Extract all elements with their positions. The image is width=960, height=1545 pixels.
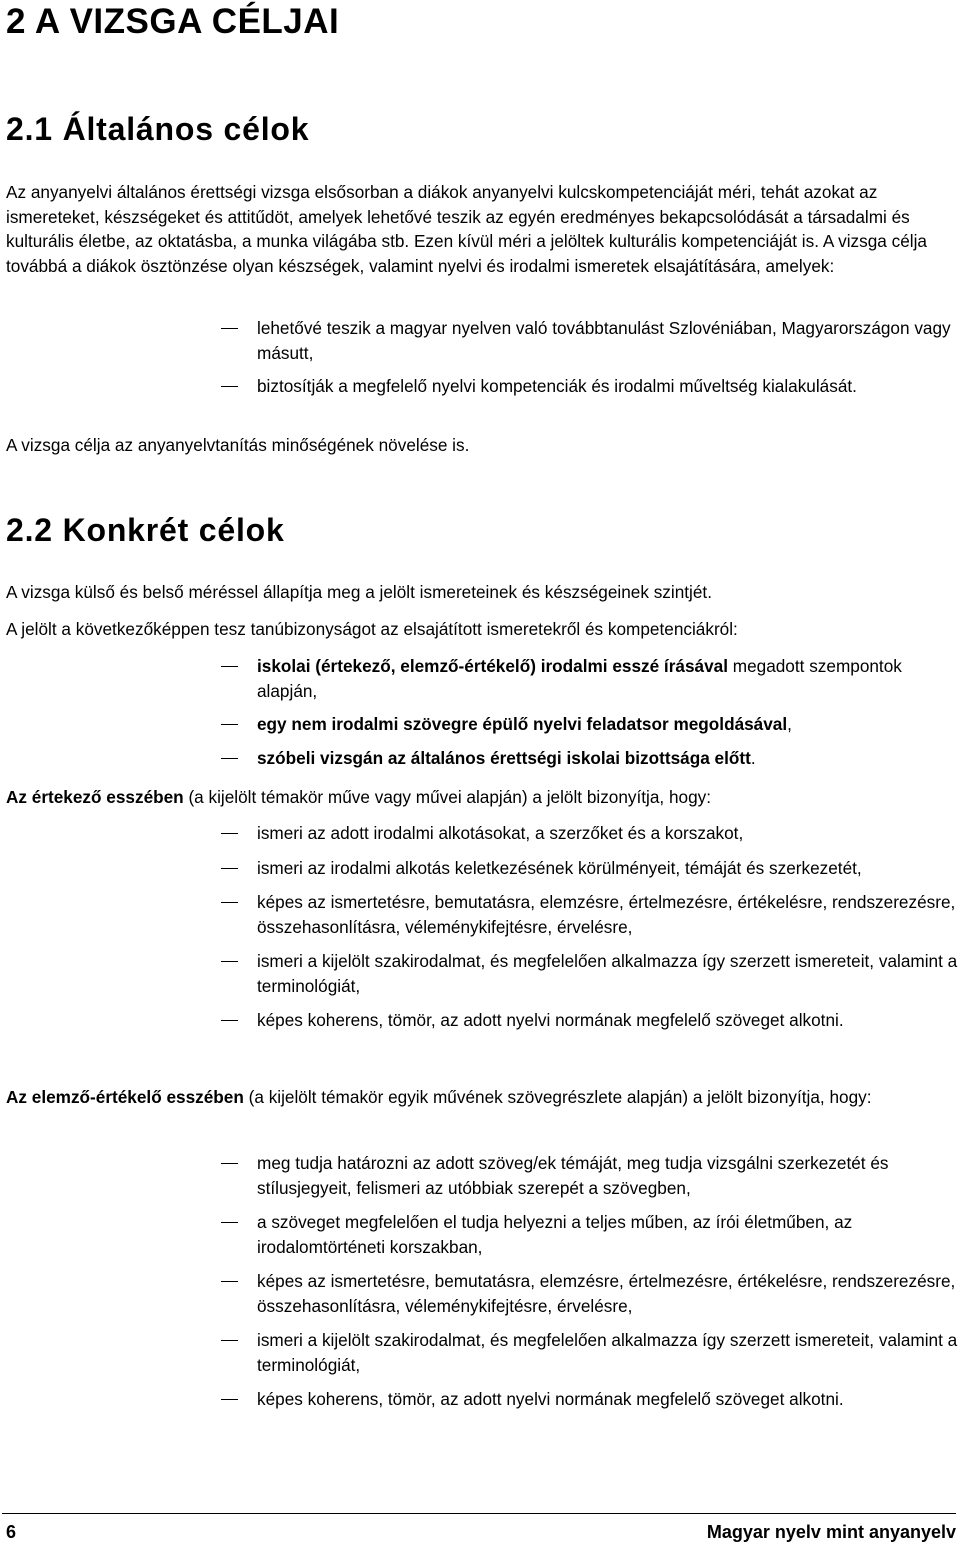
list-item: képes az ismertetésre, bemutatásra, elemzésre, értelmezésre, értékelésre, rendszerezésre, összehasonlításra, véleménykifejtésre, érvelésre,	[0, 890, 958, 939]
dash-bullet	[221, 1163, 238, 1164]
list-item: képes koherens, tömör, az adott nyelvi normának megfelelő szöveget alkotni.	[0, 1008, 958, 1033]
list-item: képes az ismertetésre, bemutatásra, elemzésre, értelmezésre, értékelésre, rendszerezésre, összehasonlításra, véleménykifejtésre, érvelésre,	[0, 1269, 958, 1318]
essay2-intro: Az elemző-értékelő esszében (a kijelölt témakör egyik művének szövegrészlete alapján) a jelölt bizonyítja, hogy:	[6, 1087, 872, 1107]
list-item: meg tudja határozni az adott szöveg/ek témáját, meg tudja vizsgálni szerkezetét és stílusjegyeit, felismeri az utóbbiak szerepét a szövegben,	[0, 1151, 958, 1200]
demonstration-paragraph: A jelölt a következőképpen tesz tanúbizonyságot az elsajátított ismeretekről és kompetenciákról:	[6, 619, 738, 639]
dash-bullet	[221, 724, 238, 725]
dash-bullet	[221, 1340, 238, 1341]
dash-bullet	[221, 1399, 238, 1400]
essay2-list	[0, 1151, 958, 1412]
dash-bullet	[221, 758, 238, 759]
dash-bullet	[221, 328, 238, 329]
dash-bullet	[221, 902, 238, 903]
list-item: ismeri a kijelölt szakirodalmat, és megfelelően alkalmazza így szerzett ismereteit, valamint a terminológiát,	[0, 1328, 958, 1377]
page-number: 6	[6, 1522, 17, 1542]
exam-methods-list	[0, 654, 958, 770]
essay1-list	[0, 821, 958, 1033]
section-title-general-goals: 2.1 Általános célok	[6, 111, 310, 147]
list-item: ismeri az irodalmi alkotás keletkezésének körülményeit, témáját és szerkezetét,	[0, 856, 958, 881]
dash-bullet	[221, 1020, 238, 1021]
list-item: ismeri az adott irodalmi alkotásokat, a szerzőket és a korszakot,	[0, 821, 958, 846]
dash-bullet	[221, 961, 238, 962]
list-item: ismeri a kijelölt szakirodalmat, és megfelelően alkalmazza így szerzett ismereteit, valamint a terminológiát,	[0, 949, 958, 998]
dash-bullet	[221, 868, 238, 869]
dash-bullet	[221, 386, 238, 387]
list-item: szóbeli vizsgán az általános érettségi iskolai bizottsága előtt.	[0, 746, 958, 771]
footer-title: Magyar nyelv mint anyanyelv	[706, 1522, 956, 1542]
list-item: egy nem irodalmi szövegre épülő nyelvi feladatsor megoldásával,	[0, 712, 958, 737]
dash-bullet	[221, 1222, 238, 1223]
list-item: a szöveget megfelelően el tudja helyezni a teljes műben, az írói életműben, az irodalomtörténeti korszakban,	[0, 1210, 958, 1259]
footer-divider	[2, 1513, 956, 1514]
section-title-specific-goals: 2.2 Konkrét célok	[6, 512, 285, 548]
dash-bullet	[221, 833, 238, 834]
dash-bullet	[221, 666, 238, 667]
list-item: biztosítják a megfelelő nyelvi kompetenciák és irodalmi műveltség kialakulását.	[0, 374, 958, 399]
list-item: képes koherens, tömör, az adott nyelvi normának megfelelő szöveget alkotni.	[0, 1387, 958, 1412]
dash-bullet	[221, 1281, 238, 1282]
general-goals-list	[0, 316, 958, 399]
measurement-paragraph: A vizsga külső és belső méréssel állapítja meg a jelölt ismereteinek és készségeinek szintjét.	[6, 582, 712, 602]
list-item: lehetővé teszik a magyar nyelven való továbbtanulást Szlovéniában, Magyarországon vagy másutt,	[0, 316, 958, 365]
chapter-title: 2 A VIZSGA CÉLJAI	[6, 2, 340, 41]
essay1-intro: Az értekező esszében (a kijelölt témakör műve vagy művei alapján) a jelölt bizonyítja, hogy:	[6, 787, 712, 807]
intro-paragraph: Az anyanyelvi általános érettségi vizsga elsősorban a diákok anyanyelvi kulcskompetenciáját méri, tehát azokat az ismereteket, készségeket és attitűdöt, amelyek lehetővé teszik az egyén eredményes bekapcsolódását a társadalmi és kulturális életbe, az oktatásba, a munka világába stb. Ezen kívül méri a jelöltek kulturális kompetenciáját is. A vizsga célja továbbá a diákok ösztönzése olyan készségek, valamint nyelvi és irodalmi ismeretek elsajátítására, amelyek:	[6, 182, 927, 276]
closing-paragraph: A vizsga célja az anyanyelvtanítás minőségének növelése is.	[6, 435, 470, 455]
list-item: iskolai (értekező, elemző-értékelő) irodalmi esszé írásával megadott szempontok alapján,	[0, 654, 958, 703]
